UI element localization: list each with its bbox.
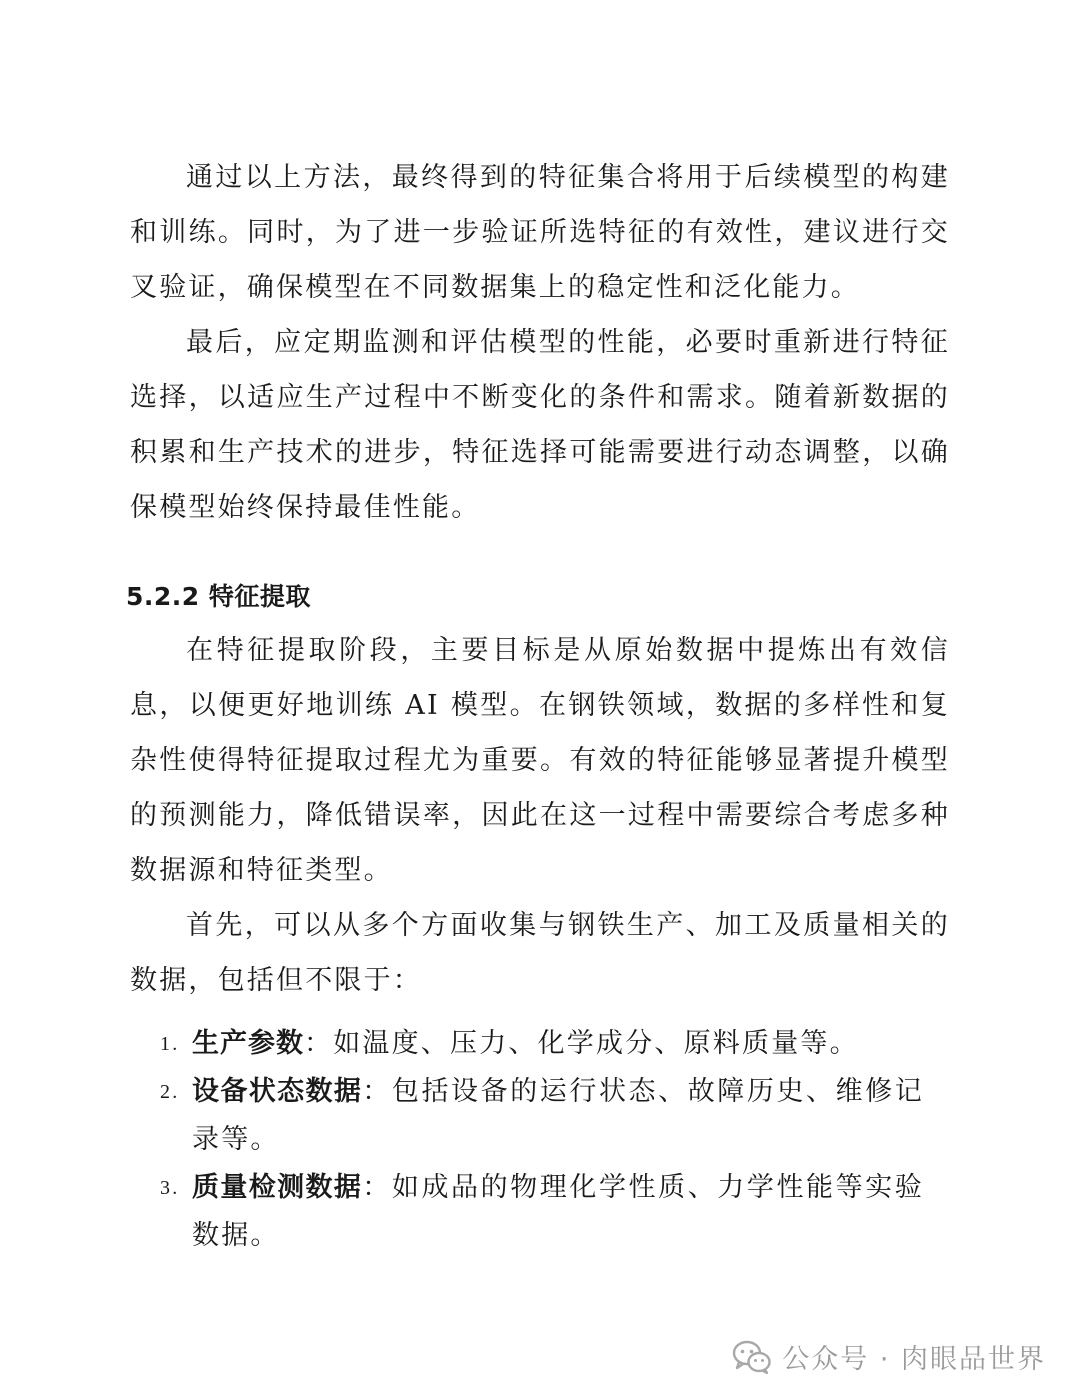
data-source-list [130, 1020, 950, 1260]
list-item [130, 1020, 924, 1068]
list-term: 质量检测数据 [192, 1172, 363, 1203]
paragraph-monitoring: 最后，应定期监测和评估模型的性能，必要时重新进行特征选择，以适应生产过程中不断变化的条件和需求。随着新数据的积累和生产技术的进步，特征选择可能需要进行动态调整，以确保模型始终保持最佳性能。 [130, 327, 950, 523]
paragraph-feature-set: 通过以上方法，最终得到的特征集合将用于后续模型的构建和训练。同时，为了进一步验证所选特征的有效性，建议进行交叉验证，确保模型在不同数据集上的稳定性和泛化能力。 [130, 162, 950, 303]
list-term: 生产参数 [192, 1028, 304, 1059]
list-item [130, 1068, 924, 1164]
list-term: 设备状态数据 [192, 1076, 363, 1107]
watermark-text: 公众号 · 肉眼品世界 [782, 1344, 1046, 1375]
list-separator: ： [304, 1028, 334, 1059]
paragraph-data-sources: 首先，可以从多个方面收集与钢铁生产、加工及质量相关的数据，包括但不限于： [130, 910, 950, 996]
list-text: 如成品的物理化学性质、力学性能等实验数据。 [192, 1172, 924, 1251]
list-separator: ： [362, 1172, 392, 1203]
list-number: 2. [160, 1081, 180, 1103]
paragraph-feature-extraction-intro: 在特征提取阶段，主要目标是从原始数据中提炼出有效信息，以便更好地训练 AI 模型。在钢铁领域，数据的多样性和复杂性使得特征提取过程尤为重要。有效的特征能够显著提升模型的预测能力，降低错误率，因此在这一过程中需要综合考虑多种数据源和特征类型。 [130, 635, 950, 886]
list-number: 1. [160, 1033, 180, 1055]
watermark [732, 1337, 1046, 1376]
document-page [126, 150, 950, 1260]
list-text: 如温度、压力、化学成分、原料质量等。 [333, 1028, 859, 1059]
list-item [130, 1164, 924, 1260]
wechat-icon [732, 1340, 772, 1374]
list-text: 包括设备的运行状态、故障历史、维修记录等。 [192, 1076, 924, 1155]
list-separator: ： [362, 1076, 392, 1107]
list-number: 3. [160, 1177, 180, 1199]
section-heading: 5.2.2 特征提取 [126, 582, 311, 611]
